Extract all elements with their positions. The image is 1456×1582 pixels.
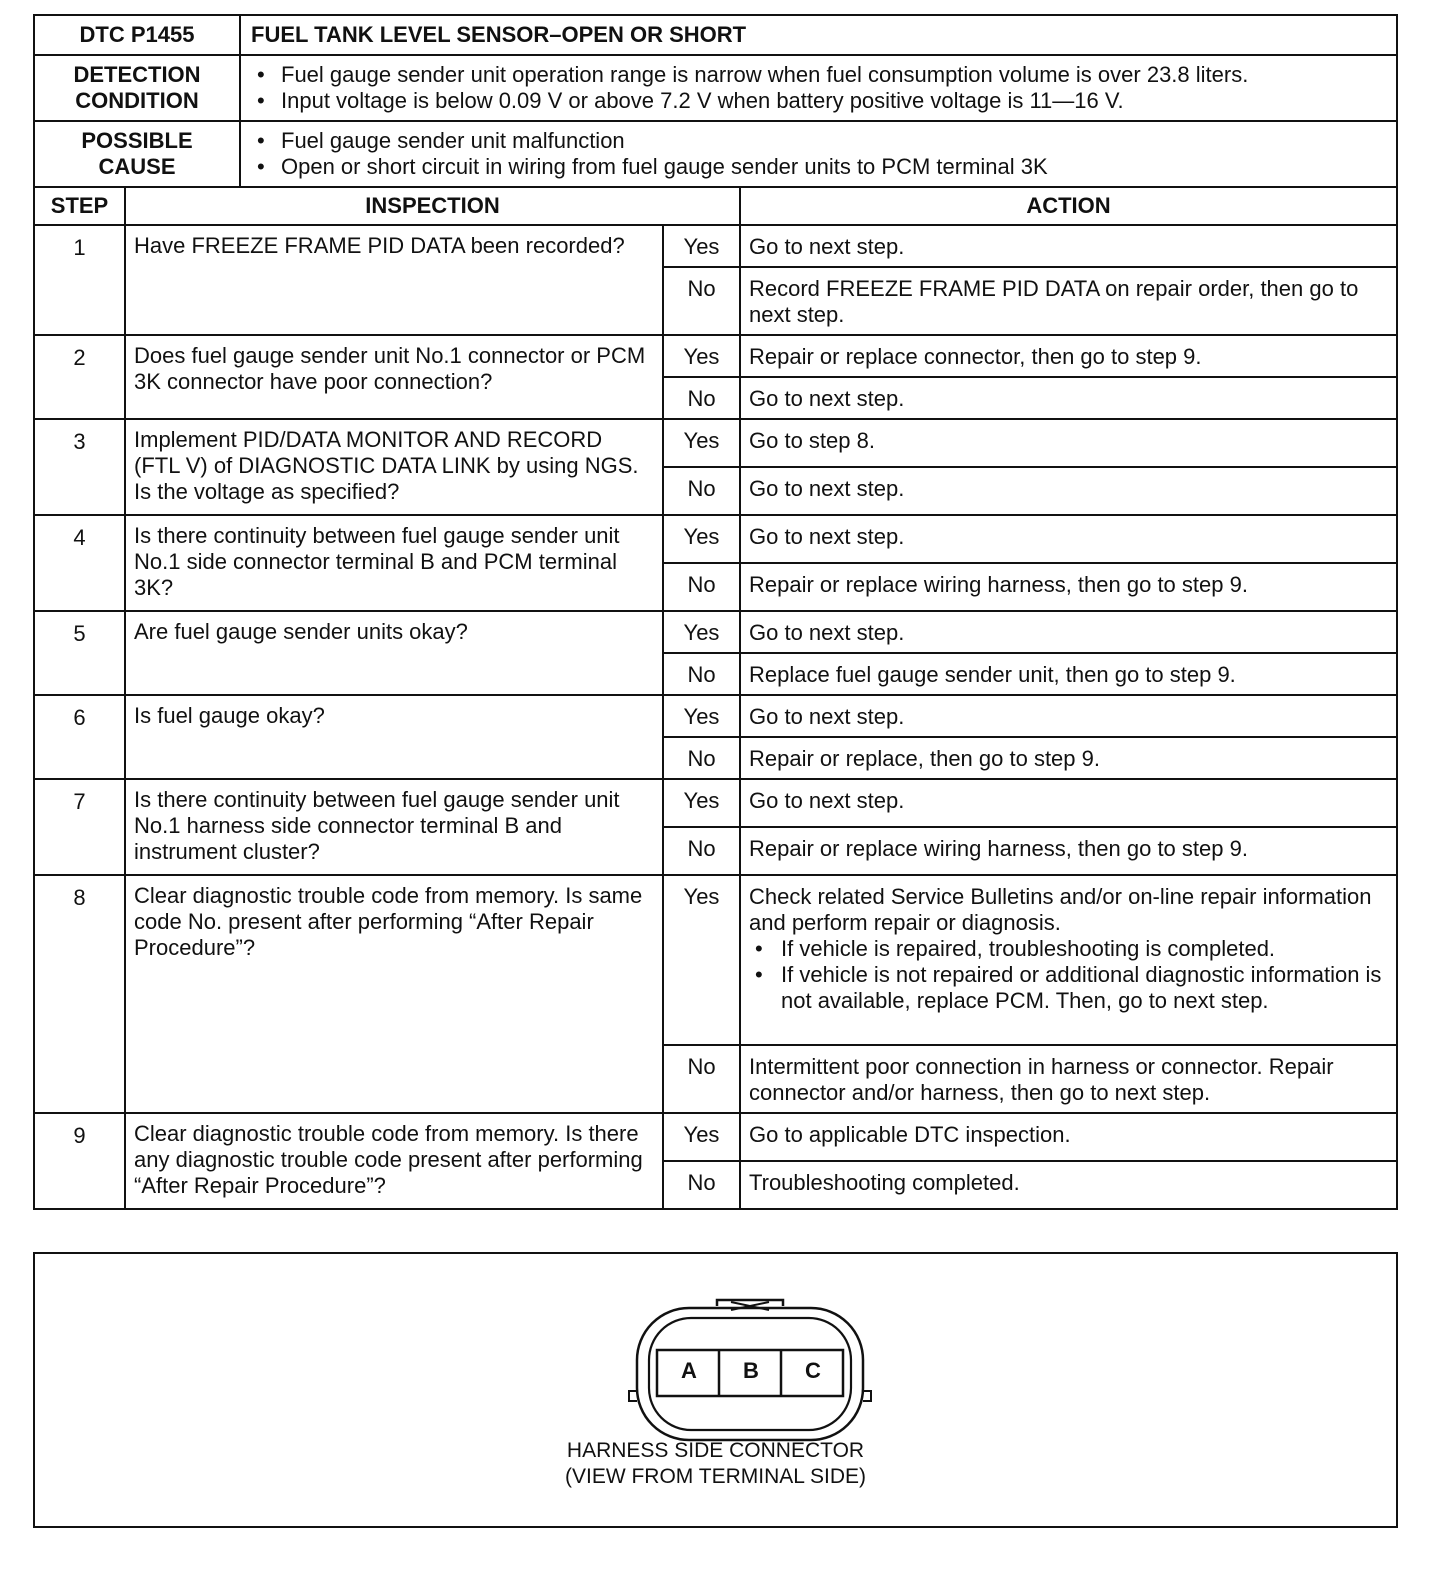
yes-action: Go to next step. — [740, 225, 1397, 267]
no-label: No — [663, 377, 740, 419]
yes-action: Go to next step. — [740, 779, 1397, 827]
no-action: Record FREEZE FRAME PID DATA on repair order, then go to next step. — [740, 267, 1397, 335]
yes-label: Yes — [663, 779, 740, 827]
no-label: No — [663, 1045, 740, 1113]
step-inspection: Clear diagnostic trouble code from memory. Is there any diagnostic trouble code present after performing “After Repair Procedure”? — [125, 1113, 663, 1209]
yes-action: Go to next step. — [740, 695, 1397, 737]
yes-action: Go to applicable DTC inspection. — [740, 1113, 1397, 1161]
dtc-header-table — [33, 14, 1398, 188]
step-inspection: Does fuel gauge sender unit No.1 connector or PCM 3K connector have poor connection? — [125, 335, 663, 419]
yes-action: Go to step 8. — [740, 419, 1397, 467]
no-label: No — [663, 563, 740, 611]
pin-b: B — [743, 1358, 759, 1383]
step-number: 6 — [34, 695, 125, 779]
step-row-8 — [34, 875, 1397, 1045]
step-inspection: Clear diagnostic trouble code from memory. Is same code No. present after performing “After Repair Procedure”? — [125, 875, 663, 1113]
step-inspection: Is fuel gauge okay? — [125, 695, 663, 779]
step-row-7 — [34, 779, 1397, 827]
no-label: No — [663, 467, 740, 515]
no-label: No — [663, 827, 740, 875]
no-action: Troubleshooting completed. — [740, 1161, 1397, 1209]
detection-item: • Input voltage is below 0.09 V or above 7.2 V when battery positive voltage is 11—16 V. — [251, 88, 1386, 114]
connector-diagram — [33, 1252, 1398, 1528]
step-row-2 — [34, 335, 1397, 377]
connector-caption: HARNESS SIDE CONNECTOR — [566, 1439, 865, 1462]
no-action: Go to next step. — [740, 467, 1397, 515]
step-column-header: STEP — [34, 187, 125, 225]
step-number: 3 — [34, 419, 125, 515]
yes-label: Yes — [663, 515, 740, 563]
step-row-1 — [34, 225, 1397, 267]
no-action: Intermittent poor connection in harness or connector. Repair connector and/or harness, then go to next step. — [740, 1045, 1397, 1113]
steps-body — [34, 225, 1397, 1209]
step-row-9 — [34, 1113, 1397, 1161]
step-number: 8 — [34, 875, 125, 1113]
step-number: 9 — [34, 1113, 125, 1209]
yes-label: Yes — [663, 875, 740, 1045]
no-action: Repair or replace wiring harness, then go to step 9. — [740, 827, 1397, 875]
action-bullet: • If vehicle is repaired, troubleshooting is completed. — [749, 936, 1388, 962]
step-row-5 — [34, 611, 1397, 653]
pin-c: C — [805, 1358, 821, 1383]
connector-caption-sub: (VIEW FROM TERMINAL SIDE) — [564, 1465, 866, 1488]
cause-item: • Fuel gauge sender unit malfunction — [251, 128, 1386, 154]
no-label: No — [663, 1161, 740, 1209]
no-action: Replace fuel gauge sender unit, then go to step 9. — [740, 653, 1397, 695]
detection-condition-label: DETECTION CONDITION — [34, 55, 240, 121]
yes-action: Go to next step. — [740, 611, 1397, 653]
no-label: No — [663, 653, 740, 695]
step-inspection: Is there continuity between fuel gauge sender unit No.1 harness side connector terminal B and instrument cluster? — [125, 779, 663, 875]
dtc-document — [33, 14, 1398, 1210]
yes-label: Yes — [663, 1113, 740, 1161]
step-number: 4 — [34, 515, 125, 611]
inspection-column-header: INSPECTION — [125, 187, 740, 225]
no-action: Repair or replace, then go to step 9. — [740, 737, 1397, 779]
yes-label: Yes — [663, 695, 740, 737]
yes-label: Yes — [663, 611, 740, 653]
step-inspection: Are fuel gauge sender units okay? — [125, 611, 663, 695]
cause-item: • Open or short circuit in wiring from fuel gauge sender units to PCM terminal 3K — [251, 154, 1386, 180]
action-bullet: • If vehicle is not repaired or additional diagnostic information is not available, replace PCM. Then, go to next step. — [749, 962, 1388, 1014]
step-row-4 — [34, 515, 1397, 563]
no-label: No — [663, 737, 740, 779]
possible-cause-label: POSSIBLE CAUSE — [34, 121, 240, 187]
detection-condition — [240, 55, 1397, 121]
yes-label: Yes — [663, 225, 740, 267]
yes-action: Repair or replace connector, then go to step 9. — [740, 335, 1397, 377]
step-number: 2 — [34, 335, 125, 419]
step-number: 7 — [34, 779, 125, 875]
dtc-code: DTC P1455 — [34, 15, 240, 55]
step-row-6 — [34, 695, 1397, 737]
pin-a: A — [681, 1358, 697, 1383]
possible-cause — [240, 121, 1397, 187]
step-row-3 — [34, 419, 1397, 467]
no-label: No — [663, 267, 740, 335]
no-action: Go to next step. — [740, 377, 1397, 419]
step-inspection: Have FREEZE FRAME PID DATA been recorded? — [125, 225, 663, 335]
dtc-title: FUEL TANK LEVEL SENSOR–OPEN OR SHORT — [240, 15, 1397, 55]
action-column-header: ACTION — [740, 187, 1397, 225]
inspection-steps-table — [33, 186, 1398, 1210]
step-number: 5 — [34, 611, 125, 695]
yes-label: Yes — [663, 335, 740, 377]
yes-action: Go to next step. — [740, 515, 1397, 563]
step-inspection: Is there continuity between fuel gauge sender unit No.1 side connector terminal B and PCM terminal 3K? — [125, 515, 663, 611]
detection-item: • Fuel gauge sender unit operation range is narrow when fuel consumption volume is over 23.8 liters. — [251, 62, 1386, 88]
yes-label: Yes — [663, 419, 740, 467]
yes-action: Check related Service Bulletins and/or on-line repair information and perform repair or diagnosis. • If vehicle is repaired, troubleshooting is completed. • If vehicle is not repaired or additional diagnostic information is not available, replace PCM. Then, go to next step. — [740, 875, 1397, 1045]
step-number: 1 — [34, 225, 125, 335]
step-inspection: Implement PID/DATA MONITOR AND RECORD (FTL V) of DIAGNOSTIC DATA LINK by using NGS. Is the voltage as specified? — [125, 419, 663, 515]
no-action: Repair or replace wiring harness, then go to step 9. — [740, 563, 1397, 611]
